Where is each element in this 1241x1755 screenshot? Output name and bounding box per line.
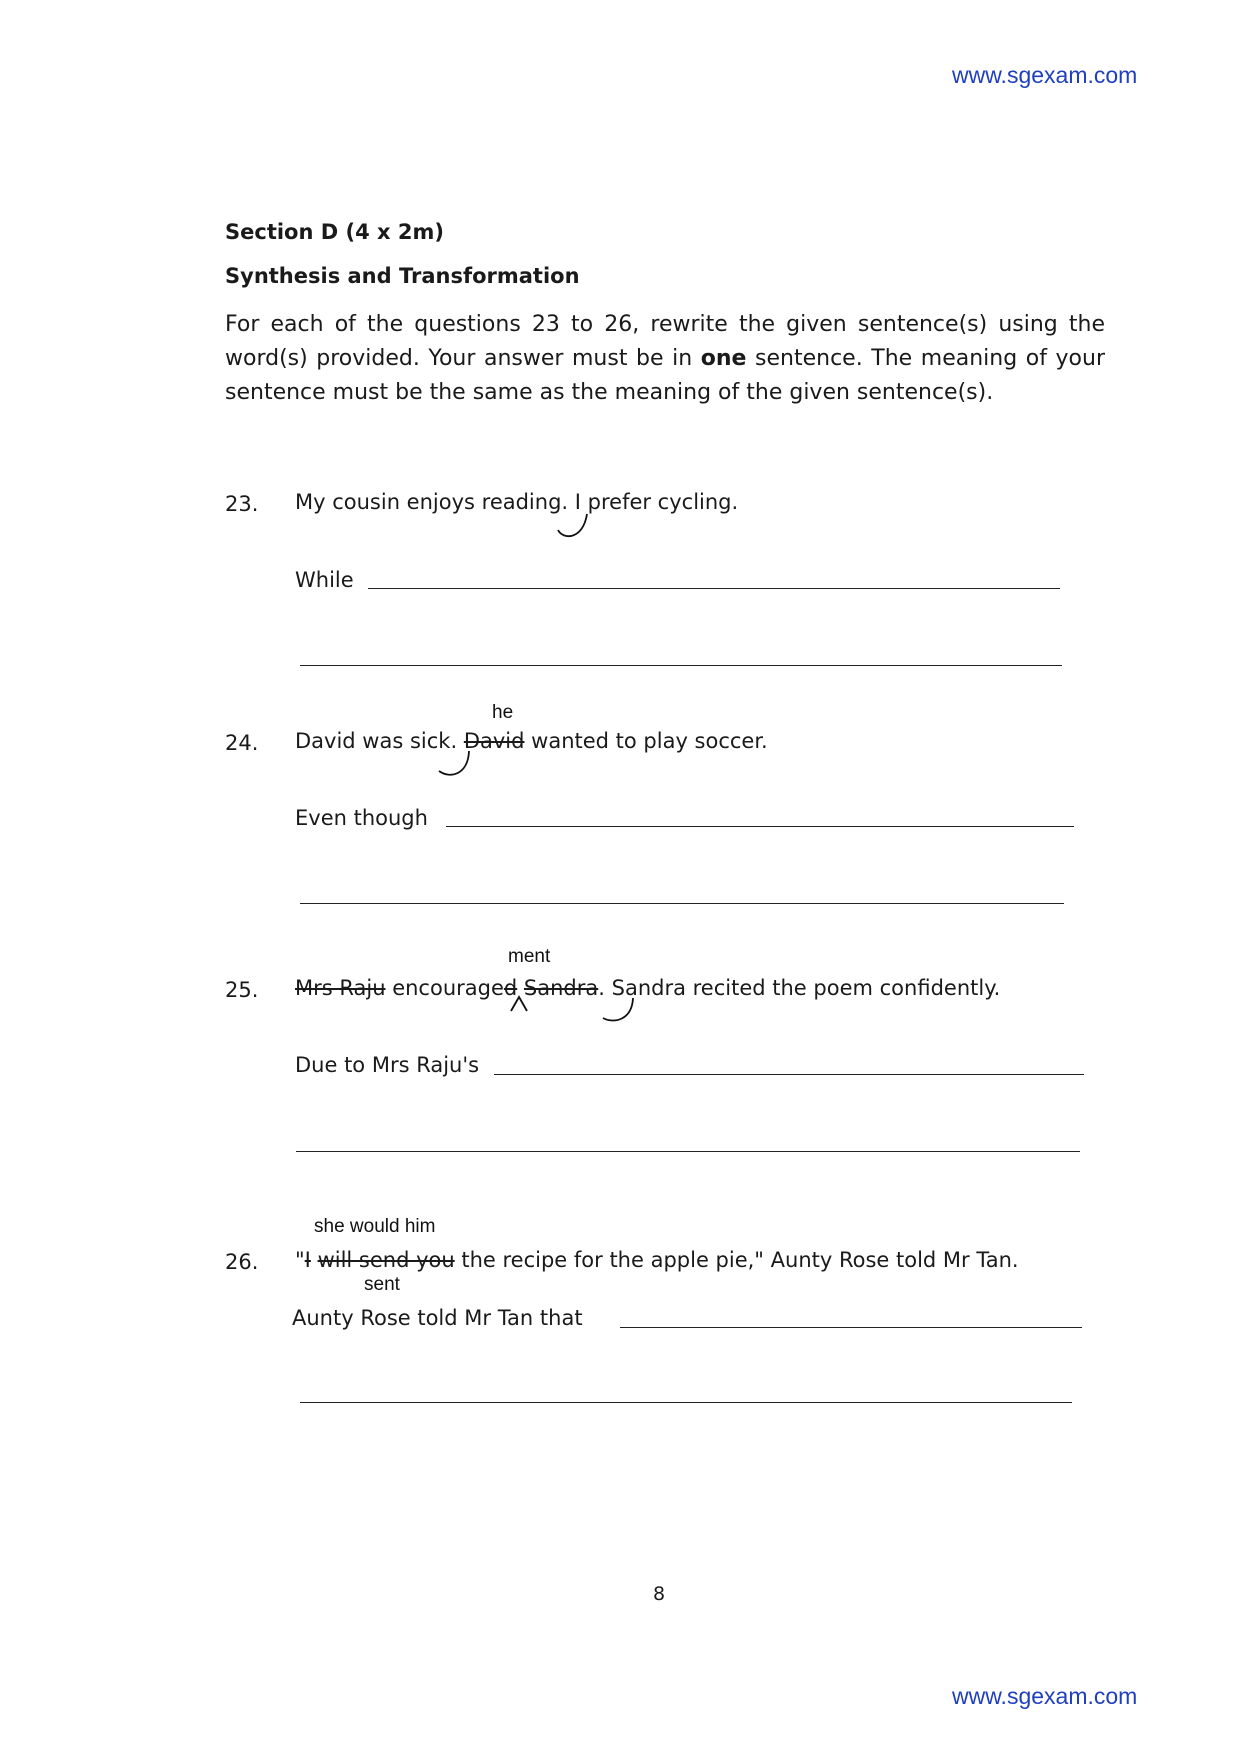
struck-letter: d xyxy=(503,976,518,1000)
question-number: 24. xyxy=(225,731,259,755)
sentence-part: encourage xyxy=(385,976,504,1000)
struck-word: David xyxy=(463,729,525,753)
question-number: 23. xyxy=(225,492,259,516)
join-mark-icon xyxy=(436,745,476,779)
instructions-text-2: sentence. The meaning of your sentence must be the same as the meaning of the given sentence(s). xyxy=(225,346,1105,405)
section-title: Section D (4 x 2m) xyxy=(225,220,444,244)
answer-line[interactable] xyxy=(620,1327,1082,1328)
instructions-bold-word: one xyxy=(700,346,747,371)
question-26-sentence xyxy=(295,1248,1019,1272)
sentence-part: David was sick xyxy=(295,729,451,753)
handwritten-annotation: she would him xyxy=(314,1216,436,1237)
insert-caret-icon xyxy=(508,992,530,1014)
answer-line[interactable] xyxy=(368,588,1060,589)
question-number: 26. xyxy=(225,1250,259,1274)
handwritten-annotation: sent xyxy=(364,1274,400,1295)
answer-line[interactable] xyxy=(300,665,1062,666)
section-subtitle: Synthesis and Transformation xyxy=(225,264,580,288)
sentence-part: " xyxy=(295,1248,305,1272)
page-number: 8 xyxy=(653,1583,666,1605)
answer-line[interactable] xyxy=(446,826,1074,827)
answer-line[interactable] xyxy=(300,1402,1072,1403)
struck-word: will send you xyxy=(317,1248,455,1272)
instructions-text-1: For each of the questions 23 to 26, rewrite the given sentence(s) using the word(s) provided. Your answer must be in xyxy=(225,312,1105,371)
struck-word: I xyxy=(304,1248,311,1272)
question-23-sentence xyxy=(295,490,738,514)
sentence-part: My cousin enjoys reading xyxy=(295,490,562,514)
sentence-part: . Sandra recited the poem confidently. xyxy=(598,976,1001,1000)
sentence-part: . I prefer cycling. xyxy=(561,490,739,514)
question-26-prompt: Aunty Rose told Mr Tan that xyxy=(292,1306,583,1330)
struck-word: Mrs Raju xyxy=(295,976,386,1000)
answer-line[interactable] xyxy=(296,1151,1080,1152)
join-mark-icon xyxy=(600,992,640,1024)
answer-line[interactable] xyxy=(300,903,1064,904)
question-25-prompt: Due to Mrs Raju's xyxy=(295,1053,480,1077)
question-25-sentence xyxy=(295,976,1000,1000)
question-24-sentence xyxy=(295,729,768,753)
answer-line[interactable] xyxy=(494,1074,1084,1075)
struck-word: Sandra xyxy=(523,976,599,1000)
sentence-part: . xyxy=(450,729,458,753)
handwritten-annotation: ment xyxy=(508,946,551,967)
footer-site-url: www.sgexam.com xyxy=(952,1683,1138,1709)
sentence-part: wanted to play soccer. xyxy=(524,729,768,753)
handwritten-annotation: he xyxy=(492,702,514,723)
question-23-prompt: While xyxy=(295,568,354,592)
question-24-prompt: Even though xyxy=(295,806,428,830)
join-mark-icon xyxy=(555,508,595,540)
section-instructions xyxy=(225,308,1105,410)
header-site-url: www.sgexam.com xyxy=(952,62,1138,88)
question-number: 25. xyxy=(225,978,259,1002)
sentence-part: the recipe for the apple pie," Aunty Rose told Mr Tan. xyxy=(454,1248,1019,1272)
